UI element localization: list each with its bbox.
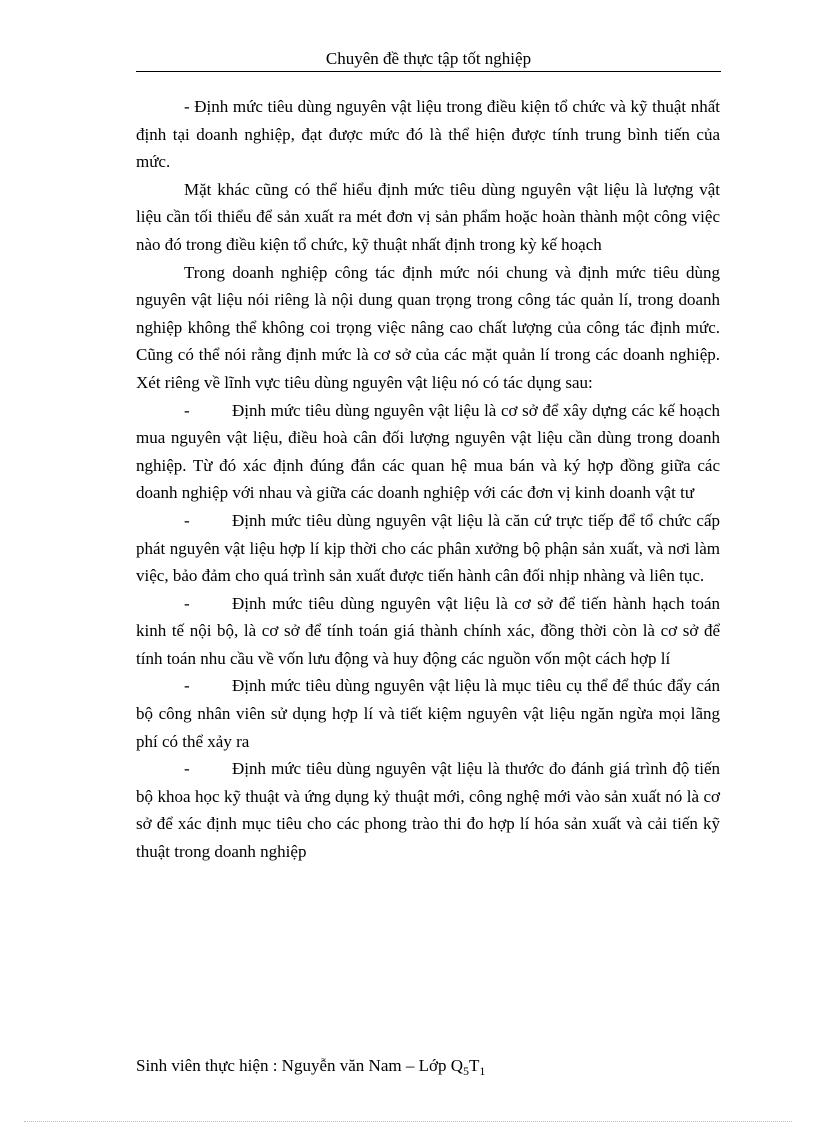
bullet-text: Định mức tiêu dùng nguyên vật liệu là mục tiêu cụ thể để thúc đẩy cán bộ công nhân viên sử dụng hợp lí và tiết kiệm nguyên vật liệu ngăn ngừa mọi lãng phí có thể xảy ra bbox=[136, 676, 720, 751]
paragraph: - Định mức tiêu dùng nguyên vật liệu trong điều kiện tổ chức và kỹ thuật nhất định tại doanh nghiệp, đạt được mức đó là thể hiện được tính trung bình tiến của mức. bbox=[136, 97, 720, 172]
header-rule bbox=[136, 71, 721, 72]
bullet-item bbox=[136, 590, 720, 673]
bullet-item bbox=[136, 397, 720, 507]
bullet-dash: - bbox=[184, 676, 190, 696]
bullet-text: Định mức tiêu dùng nguyên vật liệu là căn cứ trực tiếp để tổ chức cấp phát nguyên vật liệu hợp lí kịp thời cho các phân xưởng bộ phận sản xuất, và nơi làm việc, bảo đảm cho quá trình sản xuất được tiến hành cân đối nhịp nhàng và liên tục. bbox=[136, 510, 720, 586]
bullet-dash: - bbox=[184, 759, 190, 779]
document-body bbox=[136, 93, 720, 866]
running-header bbox=[136, 48, 721, 70]
bullet-dash: - bbox=[184, 400, 190, 420]
bullet-text: Định mức tiêu dùng nguyên vật liệu là cơ sở để tiến hành hạch toán kinh tế nội bộ, là cơ sở để tính toán giá thành chính xác, đồng thời còn là cơ sở để tính toán nhu cầu về vốn lưu động và huy động các nguồn vốn một cách hợp lí bbox=[136, 593, 720, 668]
footer-text: Sinh viên thực hiện : Nguyễn văn Nam – Lớp Q bbox=[136, 1056, 463, 1075]
paragraph: Mặt khác cũng có thể hiểu định mức tiêu dùng nguyên vật liệu là lượng vật liệu cần tối thiểu để sản xuất ra mét đơn vị sản phẩm hoặc hoàn thành một công việc nào đó trong điều kiện tổ chức, kỹ thuật nhất định trong kỳ kế hoạch bbox=[136, 179, 720, 254]
bullet-item bbox=[136, 507, 720, 590]
bullet-text: Định mức tiêu dùng nguyên vật liệu là cơ sở để xây dựng các kế hoạch mua nguyên vật liệu, điều hoà cân đối lượng nguyên vật liệu cần dùng trong doanh nghiệp. Từ đó xác định đúng đắn các quan hệ mua bán và ký hợp đồng giữa các doanh nghiệp với nhau và giữa các doanh nghiệp với các đơn vị kinh doanh vật tư bbox=[136, 400, 720, 503]
running-footer bbox=[136, 1055, 485, 1077]
header-title: Chuyên đề thực tập tốt nghiệp bbox=[325, 49, 532, 68]
footer-subscript-class: 5 bbox=[462, 1064, 469, 1078]
bullet-dash: - bbox=[184, 510, 190, 530]
bullet-text: Định mức tiêu dùng nguyên vật liệu là thước đo đánh giá trình độ tiến bộ khoa học kỹ thuật và ứng dụng kỷ thuật mới, công nghệ mới vào sản xuất nó là cơ sở để xác định mục tiêu cho các phong trào thi đo hợp lí hóa sản xuất và cải tiến kỹ thuật trong doanh nghiệp bbox=[136, 759, 720, 862]
page-bottom-edge bbox=[24, 1121, 792, 1122]
footer-subscript-group: 1 bbox=[479, 1064, 486, 1078]
bullet-item bbox=[136, 755, 720, 865]
paragraph: Trong doanh nghiệp công tác định mức nói chung và định mức tiêu dùng nguyên vật liệu nói riêng là nội dung quan trọng trong công tác quản lí, trong doanh nghiệp không thể không coi trọng việc nâng cao chất lượng của công tác định mức. Cũng có thể nói rằng định mức là cơ sở của các mặt quản lí trong các doanh nghiệp. Xét riêng về lĩnh vực tiêu dùng nguyên vật liệu nó có tác dụng sau: bbox=[136, 262, 720, 392]
bullet-dash: - bbox=[184, 593, 190, 613]
footer-class-letter: T bbox=[468, 1056, 480, 1075]
bullet-item bbox=[136, 672, 720, 755]
